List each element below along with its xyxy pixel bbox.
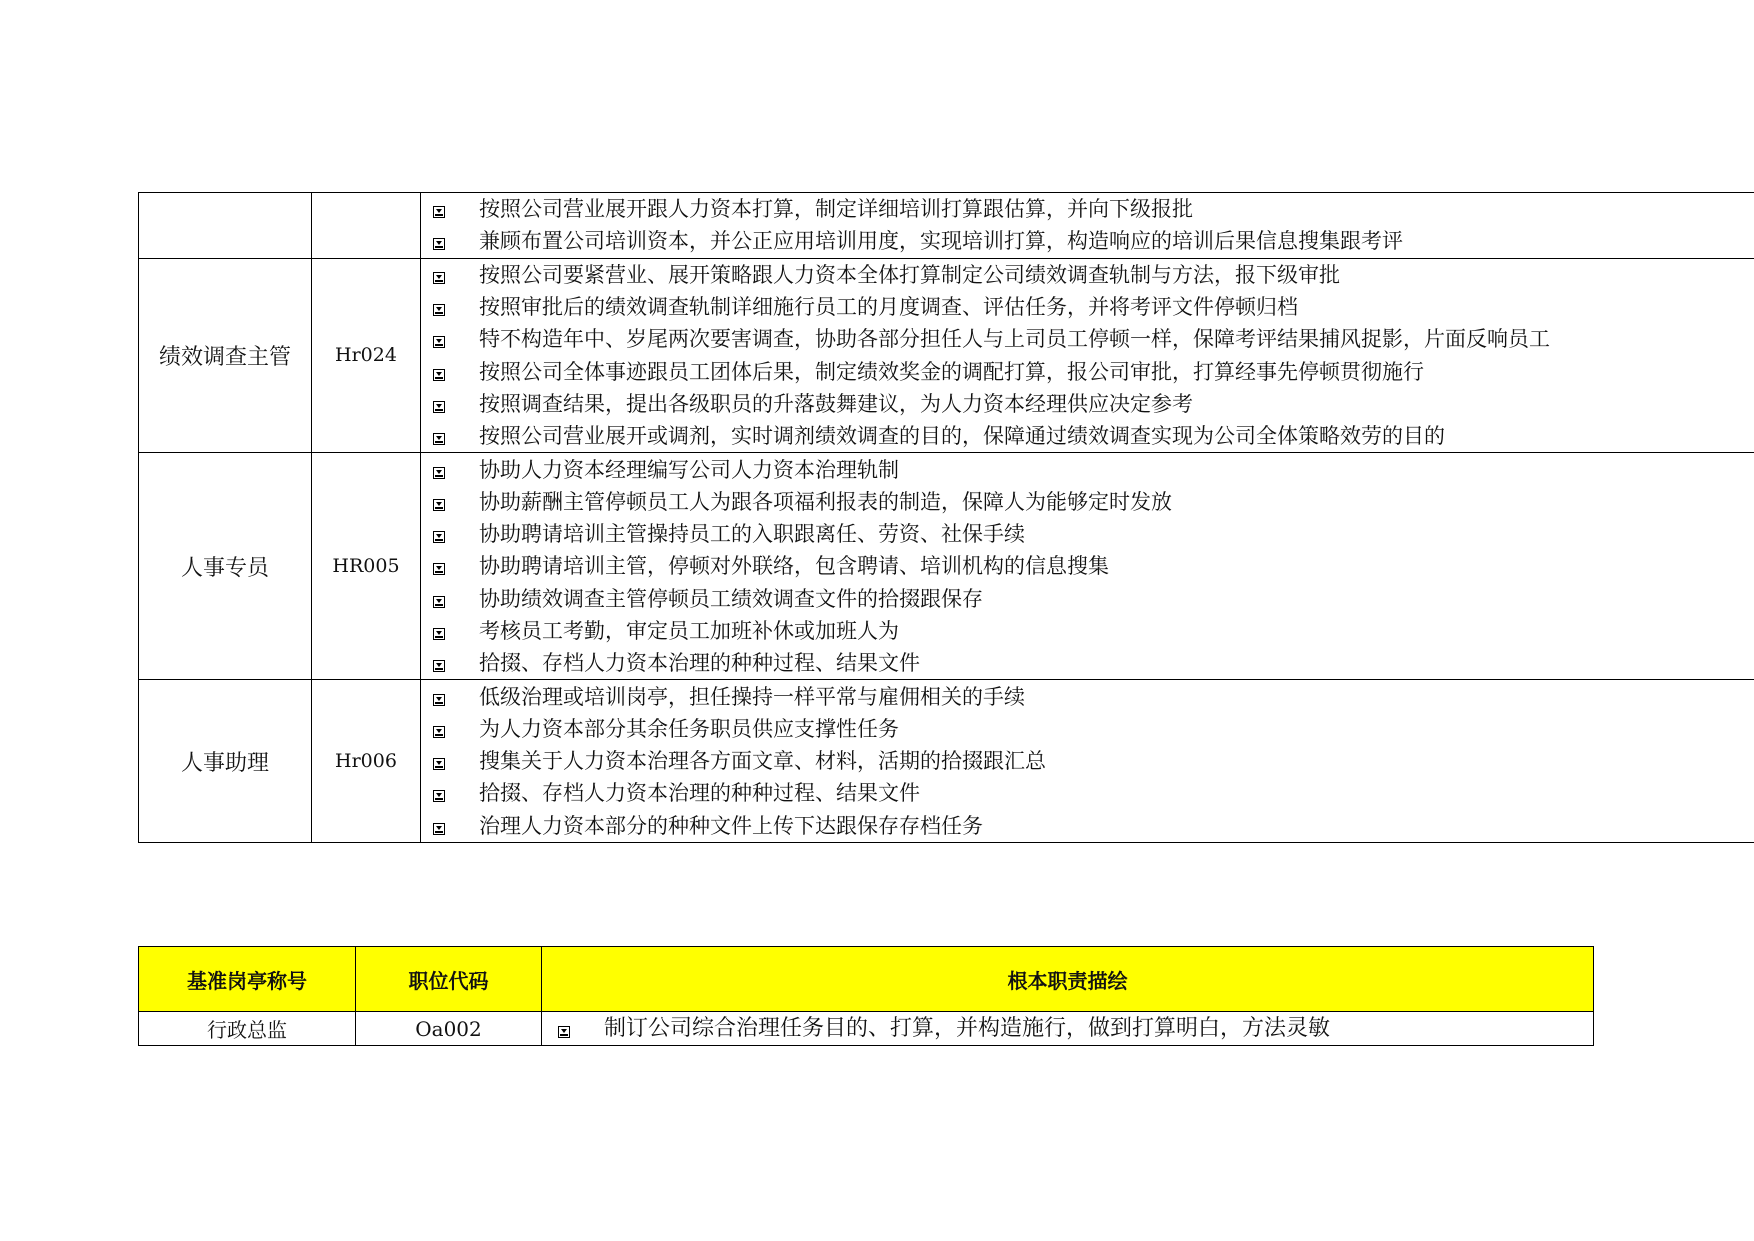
checkbox-bullet-icon [433,433,445,445]
duties-cell [421,680,1754,842]
checkbox-bullet-icon [433,628,445,640]
table-row [139,1012,1594,1046]
checkbox-bullet-icon [433,823,445,835]
checkbox-bullet-icon [433,272,445,284]
checkbox-bullet-icon [433,694,445,706]
duty-item [433,291,1754,323]
duty-text: 协助绩效调查主管停顿员工绩效调查文件的拾掇跟保存 [479,586,983,611]
duty-text: 按照公司营业展开跟人力资本打算，制定详细培训打算跟估算，并向下级报批 [479,197,1193,222]
duty-text: 治理人力资本部分的种种文件上传下达跟保存存档任务 [479,813,983,838]
checkbox-bullet-icon [433,369,445,381]
table-row [139,680,1754,842]
duties-cell [421,258,1754,453]
duty-text: 考核员工考勤，审定员工加班补休或加班人为 [479,619,899,643]
duty-item [433,647,1754,679]
checkbox-bullet-icon [433,758,445,770]
duty-item [433,583,1754,615]
position-code-cell: HR005 [312,453,421,680]
position-title-cell: 行政总监 [139,1012,356,1046]
column-header-duties: 根本职责描绘 [542,947,1594,1012]
position-code-cell: Hr006 [312,680,421,842]
duty-item [433,453,1754,485]
duty-item [433,777,1754,809]
duty-text: 按照调查结果，提出各级职员的升落鼓舞建议，为人力资本经理供应决定参考 [479,391,1193,416]
duty-text: 按照公司要紧营业、展开策略跟人力资本全体打算制定公司绩效调查轨制与方法，报下级审批 [479,262,1340,287]
duty-item [433,388,1754,420]
duty-text: 协助薪酬主管停顿员工人为跟各项福利报表的制造，保障人为能够定时发放 [479,489,1172,514]
table-row [139,258,1754,453]
checkbox-bullet-icon [558,1026,570,1038]
checkbox-bullet-icon [433,531,445,543]
baseline-positions-table [138,946,1594,1046]
duties-list [421,680,1754,841]
duty-item [433,323,1754,355]
position-title-cell: 人事助理 [139,680,312,842]
duty-text: 协助聘请培训主管，停顿对外联络，包含聘请、培训机构的信息搜集 [479,554,1109,579]
checkbox-bullet-icon [433,304,445,316]
duties-list [421,259,1754,453]
duty-item [433,745,1754,777]
duty-text: 搜集关于人力资本治理各方面文章、材料，活期的拾掇跟汇总 [479,749,1046,774]
duty-text: 兼顾布置公司培训资本，并公正应用培训用度，实现培训打算，构造响应的培训后果信息搜集跟考评 [479,229,1403,254]
duties-cell [421,193,1754,259]
duty-text: 协助人力资本经理编写公司人力资本治理轨制 [479,457,899,482]
duty-item [433,486,1754,518]
hr-duties-table [138,192,1754,843]
duty-text: 按照公司全体事迹跟员工团体后果，制定绩效奖金的调配打算，报公司审批，打算经事先停顿贯彻施行 [479,359,1424,384]
column-header-position-code: 职位代码 [356,947,542,1012]
duty-text: 拾掇、存档人力资本治理的种种过程、结果文件 [479,651,920,676]
checkbox-bullet-icon [433,660,445,672]
duty-item [433,355,1754,387]
duty-item [433,680,1754,712]
table-header-row [139,947,1594,1012]
duty-text: 特不构造年中、岁尾两次要害调查，协助各部分担任人与上司员工停顿一样，保障考评结果捕风捉影，片面反响员工 [479,327,1550,352]
table-row [139,453,1754,680]
duty-text: 低级治理或培训岗亭，担任操持一样平常与雇佣相关的手续 [479,684,1025,709]
position-code-cell [312,193,421,259]
position-title-cell: 绩效调查主管 [139,258,312,453]
checkbox-bullet-icon [433,499,445,511]
duty-item [433,225,1754,257]
checkbox-bullet-icon [433,206,445,218]
duties-list [421,453,1754,679]
checkbox-bullet-icon [433,336,445,348]
duty-item [558,1013,1593,1045]
checkbox-bullet-icon [433,596,445,608]
duty-item [433,518,1754,550]
duty-item [433,615,1754,647]
duty-item [433,810,1754,842]
duty-text: 按照审批后的绩效调查轨制详细施行员工的月度调查、评估任务，并将考评文件停顿归档 [479,295,1298,320]
duty-item [433,713,1754,745]
duties-list [421,193,1754,258]
position-title-cell: 人事专员 [139,453,312,680]
checkbox-bullet-icon [433,238,445,250]
position-code-cell: Oa002 [356,1012,542,1046]
duty-text: 拾掇、存档人力资本治理的种种过程、结果文件 [479,781,920,806]
duty-item [433,420,1754,452]
duty-text: 为人力资本部分其余任务职员供应支撑性任务 [479,716,899,741]
duties-list [542,1013,1593,1045]
checkbox-bullet-icon [433,790,445,802]
duty-text: 制订公司综合治理任务目的、打算，并构造施行，做到打算明白，方法灵敏 [604,1015,1331,1041]
position-title-cell [139,193,312,259]
duty-text: 协助聘请培训主管操持员工的入职跟离任、劳资、社保手续 [479,522,1025,547]
duty-item [433,193,1754,225]
column-header-position-title: 基准岗亭称号 [139,947,356,1012]
duties-cell [421,453,1754,680]
checkbox-bullet-icon [433,401,445,413]
checkbox-bullet-icon [433,726,445,738]
duty-text: 按照公司营业展开或调剂，实时调剂绩效调查的目的，保障通过绩效调查实现为公司全体策略效劳的目的 [479,424,1445,449]
duties-cell [542,1012,1594,1046]
table-row [139,193,1754,259]
duty-item [433,259,1754,291]
position-code-cell: Hr024 [312,258,421,453]
checkbox-bullet-icon [433,467,445,479]
duty-item [433,550,1754,582]
checkbox-bullet-icon [433,563,445,575]
